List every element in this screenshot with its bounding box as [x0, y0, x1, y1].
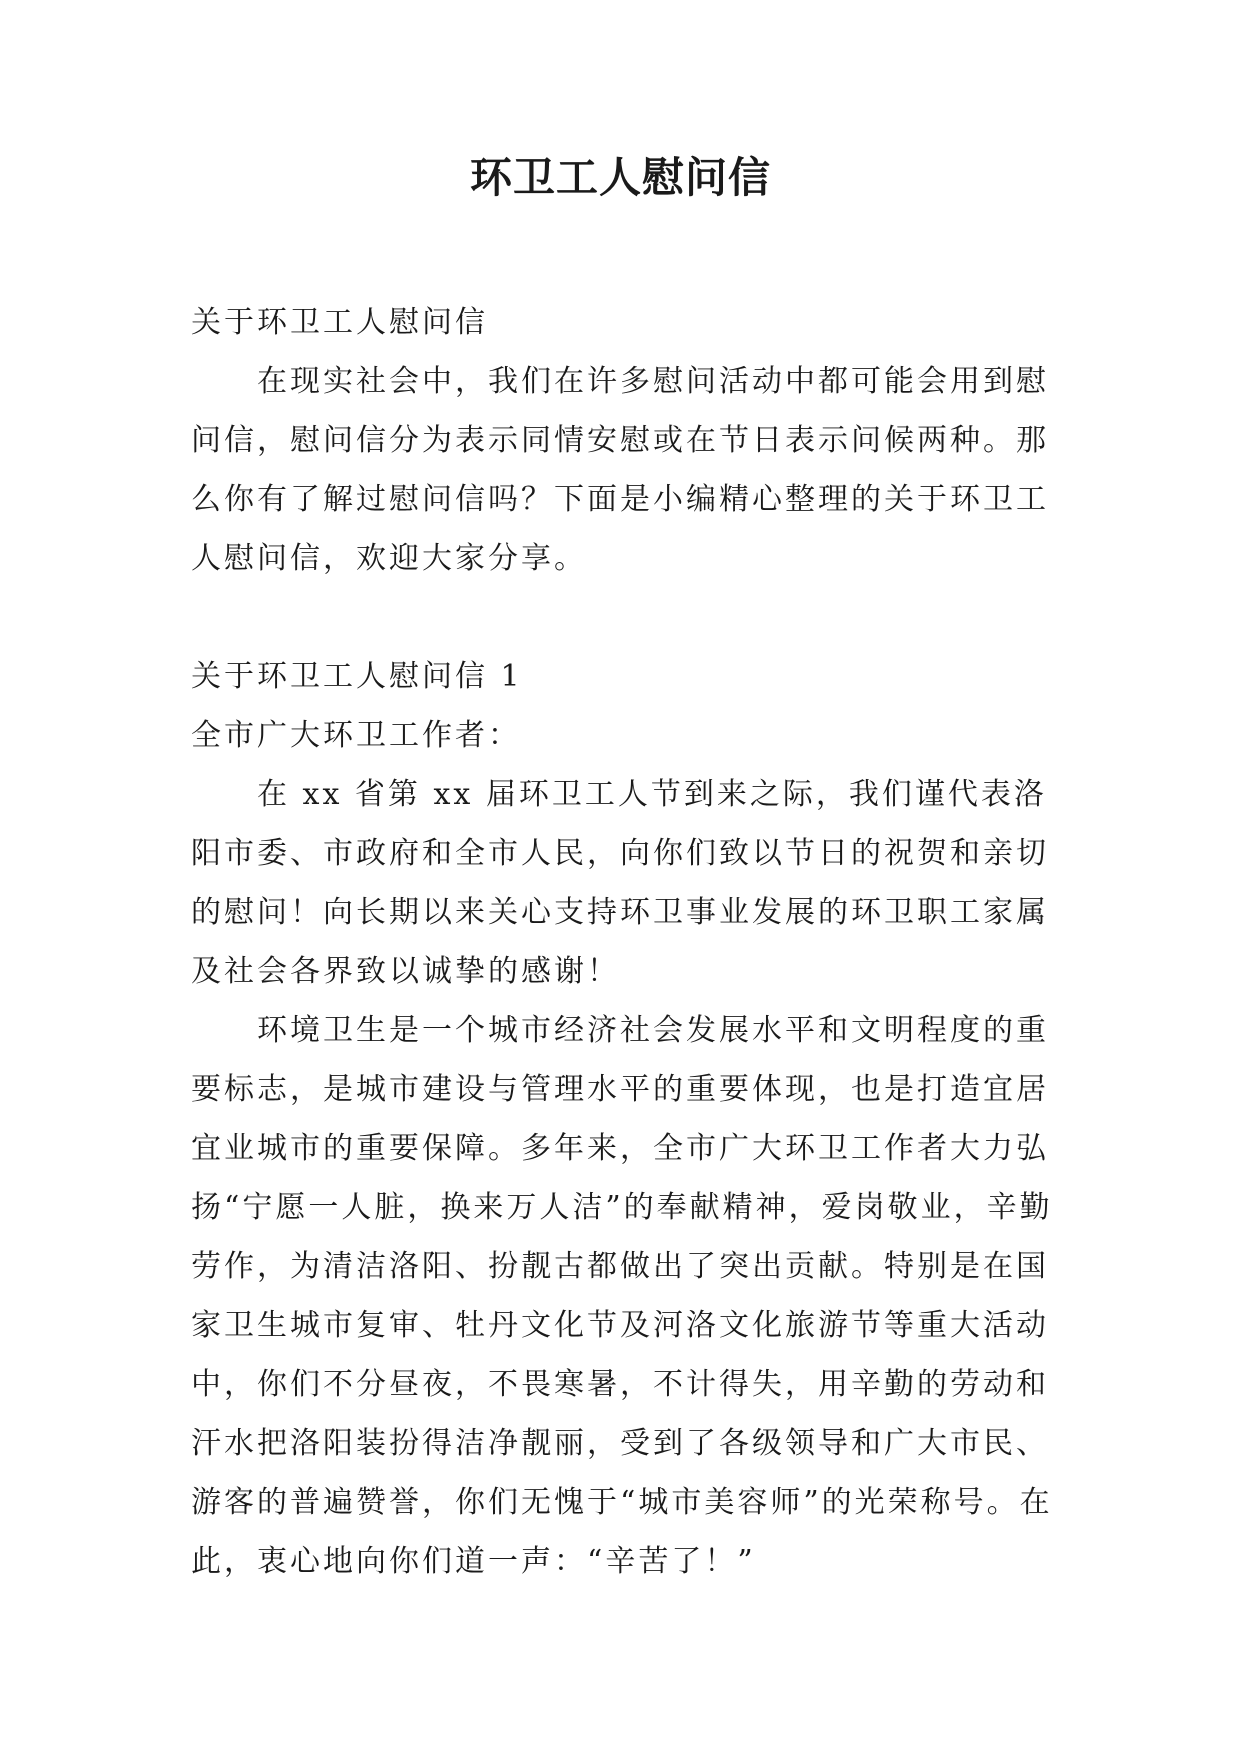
letter-paragraph: 在 xx 省第 xx 届环卫工人节到来之际，我们谨代表洛阳市委、市政府和全市人民，向你们致以节日的祝贺和亲切的慰问！向长期以来关心支持环卫事业发展的环卫职工家属及社会各界致以诚挚的感谢！ [191, 777, 1049, 989]
document-title: 环卫工人慰问信 [469, 153, 771, 202]
letter-heading: 关于环卫工人慰问信 1 [191, 659, 523, 694]
intro-heading: 关于环卫工人慰问信 [191, 305, 488, 340]
letter-paragraph: 环境卫生是一个城市经济社会发展水平和文明程度的重要标志，是城市建设与管理水平的重要体现，也是打造宜居宜业城市的重要保障。多年来，全市广大环卫工作者大力弘扬“宁愿一人脏，换来万人洁”的奉献精神，爱岗敬业，辛勤劳作，为清洁洛阳、扮靓古都做出了突出贡献。特别是在国家卫生城市复审、牡丹文化节及河洛文化旅游节等重大活动中，你们不分昼夜，不畏寒暑，不计得失，用辛勤的劳动和汗水把洛阳装扮得洁净靓丽，受到了各级领导和广大市民、游客的普遍赞誉，你们无愧于“城市美容师”的光荣称号。在此，衷心地向你们道一声：“辛苦了！” [191, 1013, 1053, 1579]
section-spacer [191, 588, 1055, 647]
intro-paragraph: 在现实社会中，我们在许多慰问活动中都可能会用到慰问信，慰问信分为表示同情安慰或在节日表示问候两种。那么你有了解过慰问信吗？下面是小编精心整理的关于环卫工人慰问信，欢迎大家分享。 [191, 364, 1049, 576]
letter-salutation: 全市广大环卫工作者： [191, 718, 521, 753]
document-body [191, 293, 1055, 1591]
